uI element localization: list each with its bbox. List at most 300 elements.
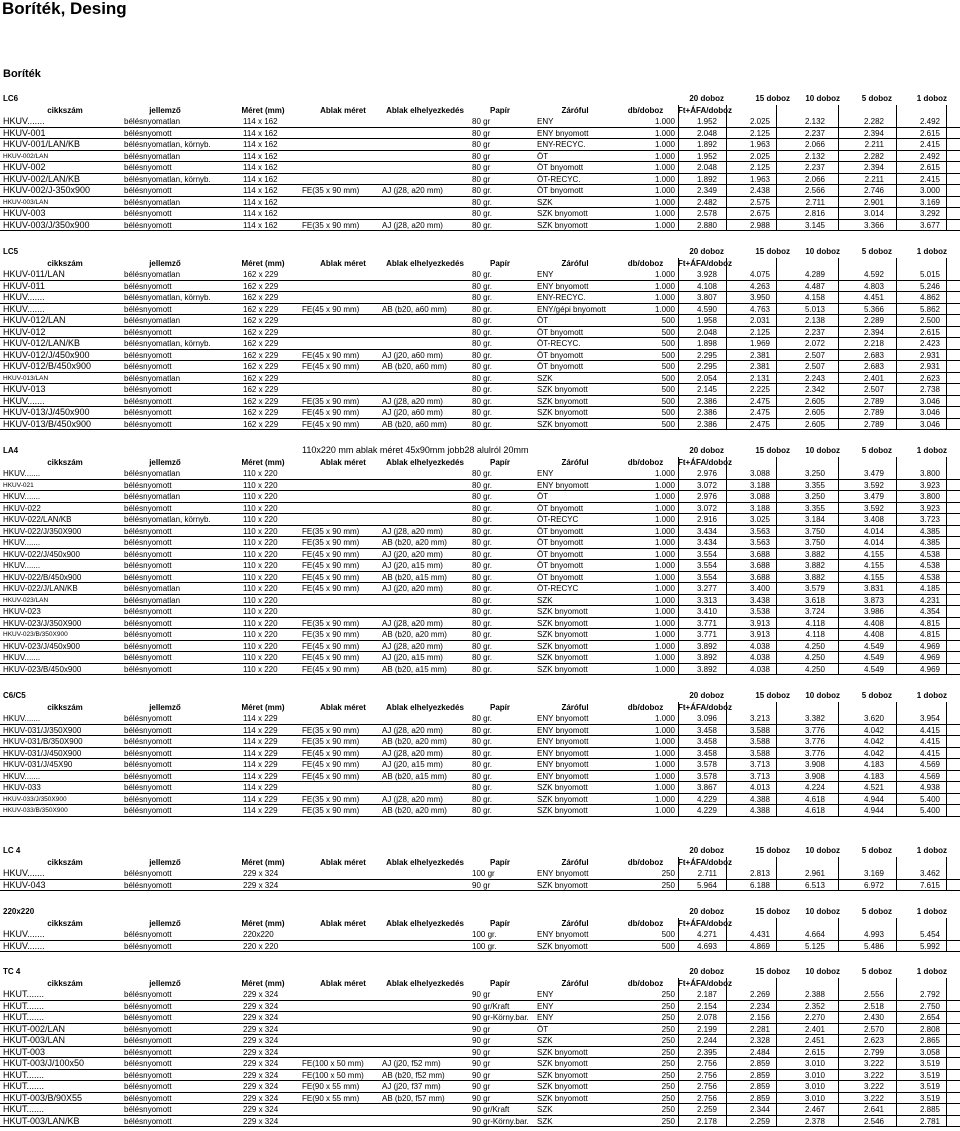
cell-p20: 3.867 [696,783,717,792]
section-title-row [0,445,960,457]
cell-closure: SZK bnyomott [537,783,588,792]
table-row [0,868,960,880]
cell-p10: 4.618 [804,806,825,815]
cell-qty: 1.000 [654,503,675,513]
cell-position: AJ (j28, a20 mm) [382,220,443,230]
cell-p20: 2.756 [696,1070,717,1080]
cell-window: FE(45 x 90 mm) [302,760,360,769]
table-row [0,537,960,549]
price-head: 5 doboz [861,907,892,916]
column-header-per_box: db/doboz [627,457,664,467]
cell-closure: ÖT bnyomott [537,327,584,337]
cell-closure: SZK [537,595,553,605]
cell-qty: 500 [661,327,675,337]
cell-code: HKUV-022/J/350X900 [3,526,82,536]
cell-closure: SZK [537,1116,553,1126]
section-title-row [0,93,960,105]
cell-paper: 80 gr. [472,362,493,371]
cell-paper: 90 gr-Körny.bar. [472,1116,529,1126]
cell-feature: bélésnyomott [124,1105,172,1114]
cell-closure: SZK bnyomott [537,385,588,394]
section-note: 110x220 mm ablak méret 45x90mm jobb28 alulról 20mm [302,445,529,455]
cell-p10: 2.237 [804,128,825,138]
column-header-feature: jellemző [149,857,181,867]
cell-p20: 3.892 [696,653,717,662]
cell-position: AJ (j28, a20 mm) [382,641,443,651]
column-header-closure: Záróful [561,457,589,467]
cell-p10: 2.132 [804,151,825,161]
section-2 [0,445,960,675]
cell-qty: 1.000 [654,163,675,172]
cell-p5: 3.592 [863,480,884,490]
cell-position: AJ (j20, a15 mm) [382,760,443,769]
cell-paper: 80 gr. [472,526,493,536]
cell-p10: 3.908 [804,760,825,769]
cell-p20: 3.072 [696,480,717,490]
cell-window: FE(45 x 90 mm) [302,664,360,674]
column-header-window_pos: Ablak elhelyezkedés [386,978,464,988]
column-header-paper: Papír [489,105,510,115]
cell-feature: bélésnyomott [124,1024,172,1034]
column-header-code: cikkszám [47,258,83,268]
table-row [0,373,960,385]
cell-closure: SZK [537,1105,553,1114]
cell-p20: 1.958 [696,316,717,325]
cell-p10: 2.711 [805,197,825,207]
table-row [0,396,960,408]
cell-code: HKUV-003/LAN [3,198,49,206]
cell-feature: bélésnyomott [124,396,172,406]
cell-window: FE(45 x 90 mm) [302,653,360,662]
table-row [0,220,960,232]
cell-feature: bélésnyomott [124,1047,172,1057]
cell-p20: 3.458 [696,737,717,746]
cell-paper: 90 gr [472,1047,491,1057]
cell-code: HKUV-023/B/450x900 [3,664,82,674]
cell-p10: 2.132 [804,117,825,126]
cell-p15: 2.438 [749,186,770,195]
cell-p20: 2.048 [696,327,717,337]
cell-p10: 3.382 [804,714,825,723]
cell-feature: bélésnyomott [124,327,172,337]
column-header-size: Méret (mm) [241,105,285,115]
cell-paper: 80 gr. [472,492,493,501]
cell-size: 162 x 229 [243,339,279,348]
column-divider [838,702,839,817]
cell-closure: SZK bnyomott [537,220,588,230]
price-head: 15 doboz [755,247,790,256]
cell-p1: 5.246 [919,281,940,291]
cell-qty: 500 [661,373,675,383]
column-header-unit: Ft+ÁFA/doboz [678,457,732,467]
table-row [0,560,960,572]
cell-p20: 3.434 [696,526,717,536]
cell-p1: 3.462 [919,869,940,878]
cell-p20: 3.554 [696,561,717,570]
table-row [0,782,960,794]
cell-qty: 1.000 [654,760,675,769]
column-header-unit: Ft+ÁFA/doboz [678,702,732,712]
cell-p1: 4.569 [919,760,940,769]
price-head: 20 doboz [689,94,724,103]
cell-code: HKUT-003/B/90X55 [3,1092,83,1103]
cell-p1: 4.569 [919,771,940,781]
cell-paper: 80 gr. [472,760,493,769]
cell-paper: 80 gr. [472,220,493,230]
cell-code: HKUV-002/LAN/KB [3,173,81,184]
cell-p5: 4.803 [863,281,884,291]
table-row [0,269,960,281]
cell-qty: 250 [661,1082,675,1091]
cell-qty: 1.000 [654,561,675,570]
cell-p10: 3.776 [804,748,825,758]
cell-p10: 2.352 [804,1001,825,1011]
cell-p15: 2.344 [749,1105,770,1114]
cell-window: FE(35 x 90 mm) [302,630,360,639]
cell-p5: 2.211 [864,174,884,184]
cell-qty: 1.000 [654,630,675,639]
cell-window: FE(45 x 90 mm) [302,350,360,360]
column-divider [838,457,839,676]
cell-p1: 2.750 [919,1001,940,1011]
cell-code: HKUV....... [3,303,45,314]
column-header-row [0,258,960,270]
cell-p5: 2.394 [863,163,884,172]
cell-p5: 4.549 [863,641,884,651]
price-head: 1 doboz [916,967,947,976]
cell-p5: 3.222 [863,1059,884,1068]
cell-closure: ENY-RECYC. [537,140,586,149]
cell-closure: SZK bnyomott [537,1082,588,1091]
cell-p1: 4.538 [919,572,940,582]
cell-qty: 1.000 [654,174,675,184]
cell-position: AB (b20, a20 mm) [382,806,447,815]
cell-code: HKUV-013/J/450x900 [3,407,90,417]
cell-size: 229 x 324 [243,869,279,878]
cell-p20: 2.756 [696,1059,717,1068]
cell-p20: 4.590 [696,304,717,314]
price-head: 1 doboz [916,247,947,256]
cell-size: 114 x 162 [243,197,278,207]
cell-code: HKUV-013 [3,384,46,394]
cell-closure: ÖT-RECYC [537,584,579,593]
cell-size: 162 x 229 [243,270,279,279]
cell-p10: 3.010 [804,1082,825,1091]
cell-p10: 2.605 [804,396,825,406]
cell-size: 229 x 324 [243,1001,279,1011]
cell-window: FE(35 x 90 mm) [302,220,360,230]
price-head: 5 doboz [861,247,892,256]
column-divider [776,978,777,1128]
section-title: LC5 [3,247,19,256]
table-row [0,748,960,760]
section-title-row [0,966,960,978]
cell-qty: 1.000 [654,714,675,723]
column-header-per_box: db/doboz [627,702,664,712]
cell-qty: 500 [661,930,675,939]
table-row [0,805,960,817]
column-header-window_size: Ablak méret [320,457,366,467]
section-title: LC 4 [3,846,21,855]
cell-p1: 4.538 [919,561,940,570]
cell-qty: 1.000 [654,140,675,149]
cell-p20: 3.072 [696,503,717,513]
cell-qty: 250 [661,1105,675,1114]
cell-code: HKUV-022/J/LAN/KB [3,584,78,593]
cell-p10: 2.605 [804,408,825,417]
cell-code: HKUV-011/LAN [3,269,65,279]
cell-p5: 4.549 [863,664,884,674]
cell-code: HKUV-011 [3,280,45,291]
price-head: 10 doboz [805,846,840,855]
column-header-closure: Záróful [561,105,589,115]
cell-p15: 4.038 [749,653,770,662]
cell-paper: 90 gr [472,1070,491,1080]
cell-p1: 4.231 [919,595,940,605]
cell-closure: ÖT bnyomott [537,538,584,547]
cell-feature: bélésnyomatlan, környb. [124,515,211,524]
cell-paper: 80 gr. [472,538,493,547]
column-header-code: cikkszám [47,857,83,867]
cell-size: 229 x 324 [243,1070,279,1080]
cell-paper: 80 gr. [472,293,493,302]
cell-p20: 2.048 [696,128,717,138]
cell-p10: 4.224 [804,783,825,792]
table-row [0,606,960,618]
price-head: 10 doboz [805,691,840,700]
cell-p5: 4.408 [863,630,884,639]
cell-p10: 3.750 [804,538,825,547]
cell-p15: 1.969 [749,339,770,348]
cell-p10: 3.145 [804,220,825,230]
cell-p20: 3.892 [696,641,717,651]
cell-p20: 4.108 [696,281,717,291]
cell-p1: 3.923 [919,480,940,490]
cell-feature: bélésnyomott [124,304,172,314]
column-header-per_box: db/doboz [627,258,664,268]
cell-code: HKUV-001 [3,127,46,138]
table-row [0,794,960,806]
column-header-size: Méret (mm) [241,258,285,268]
price-head: 5 doboz [861,691,892,700]
cell-size: 110 x 220 [243,480,278,490]
cell-qty: 1.000 [654,771,675,781]
cell-p15: 3.188 [749,480,770,490]
cell-window: FE(35 x 90 mm) [302,396,360,406]
cell-p1: 4.415 [919,725,940,735]
cell-paper: 90 gr [472,880,491,890]
cell-closure: ÖT bnyomott [537,362,584,371]
cell-p5: 5.486 [863,941,884,951]
cell-p5: 2.394 [863,327,884,337]
cell-closure: ENY bnyomott [537,480,589,490]
cell-p10: 2.237 [804,163,825,172]
cell-qty: 1.000 [654,270,675,279]
cell-size: 110 x 220 [243,572,278,582]
cell-p5: 2.789 [863,419,884,429]
cell-window: FE(90 x 55 mm) [302,1093,360,1103]
cell-p5: 2.746 [863,186,884,195]
cell-feature: bélésnyomott [124,806,172,815]
column-divider [896,918,897,953]
cell-closure: ÖT [537,316,549,325]
cell-feature: bélésnyomott [124,1036,172,1045]
cell-position: AJ (j28, a20 mm) [382,186,443,195]
column-header-window_pos: Ablak elhelyezkedés [386,258,464,268]
cell-p20: 2.199 [696,1024,717,1034]
column-header-closure: Záróful [561,258,589,268]
cell-qty: 1.000 [654,584,675,593]
cell-p10: 2.605 [804,419,825,429]
cell-p15: 2.156 [749,1013,770,1022]
cell-p5: 4.014 [863,526,884,536]
cell-p5: 2.683 [863,350,884,360]
cell-closure: SZK bnyomott [537,941,588,951]
cell-size: 162 x 229 [243,327,279,337]
cell-p20: 2.578 [696,209,717,218]
cell-closure: SZK bnyomott [537,396,588,406]
cell-code: HKUV....... [3,116,45,126]
cell-p1: 2.615 [919,163,940,172]
cell-p15: 2.475 [749,419,770,429]
cell-p1: 4.385 [919,526,940,536]
cell-p5: 3.014 [863,209,884,218]
column-divider [776,457,777,676]
section-5 [0,906,960,952]
cell-code: HKUV-022/LAN/KB [3,515,72,524]
cell-p5: 2.683 [863,362,884,371]
cell-paper: 80 gr [472,174,491,184]
column-divider [776,918,777,953]
column-header-size: Méret (mm) [241,457,285,467]
cell-p5: 3.620 [863,714,884,723]
cell-p1: 4.354 [919,607,940,616]
cell-size: 110 x 220 [243,641,278,651]
cell-p20: 1.892 [696,140,717,149]
cell-window: FE(45 x 90 mm) [302,362,360,371]
cell-closure: ENY [537,270,554,279]
cell-code: HKUV....... [3,469,41,478]
cell-p15: 2.025 [749,117,770,126]
cell-p20: 2.048 [696,163,717,172]
cell-window: FE(45 x 90 mm) [302,771,360,781]
cell-closure: ÖT-RECYC. [537,174,581,184]
cell-size: 114 x 229 [243,737,278,746]
cell-p5: 2.211 [864,140,884,149]
section-1 [0,246,960,430]
cell-code: HKUV-031/J/45X90 [3,760,73,769]
cell-p10: 2.961 [804,869,825,878]
cell-p20: 2.386 [696,419,717,429]
cell-p1: 2.738 [919,385,940,394]
column-divider [946,918,947,953]
cell-p1: 5.992 [919,941,940,951]
cell-p15: 3.713 [749,760,770,769]
cell-p5: 2.901 [863,197,884,207]
price-head: 5 doboz [861,967,892,976]
cell-position: AJ (j28, a20 mm) [382,618,443,628]
cell-p1: 2.931 [919,362,940,371]
cell-p20: 3.554 [696,572,717,582]
cell-p1: 2.654 [919,1013,940,1022]
cell-p15: 3.088 [749,492,770,501]
table-row [0,350,960,362]
cell-feature: bélésnyomott [124,480,172,490]
cell-closure: ÖT bnyomott [537,503,584,513]
cell-closure: ENY bnyomott [537,725,589,735]
cell-p5: 3.222 [863,1070,884,1080]
cell-size: 110 x 220 [243,538,278,547]
cell-closure: ÖT-RECYC. [537,339,581,348]
cell-size: 114 x 162 [243,186,278,195]
column-header-window_pos: Ablak elhelyezkedés [386,857,464,867]
table-row [0,185,960,197]
column-header-row [0,857,960,869]
cell-p20: 2.386 [696,396,717,406]
cell-p15: 2.575 [749,197,770,207]
cell-p1: 3.723 [919,515,940,524]
cell-feature: bélésnyomatlan [124,595,181,605]
table-row [0,641,960,653]
cell-p1: 4.938 [919,783,940,792]
cell-window: FE(45 x 90 mm) [302,641,360,651]
cell-p5: 2.282 [863,151,884,161]
section-4 [0,845,960,891]
cell-qty: 500 [661,408,675,417]
cell-p20: 1.898 [696,339,717,348]
column-header-feature: jellemző [149,457,181,467]
cell-p20: 2.078 [696,1013,717,1022]
cell-paper: 90 gr [472,1036,491,1045]
table-row [0,468,960,480]
cell-p5: 2.556 [863,990,884,999]
cell-position: AJ (j20, a15 mm) [382,561,443,570]
cell-p15: 3.913 [749,630,770,639]
page-subtitle: Boríték [3,68,41,80]
cell-size: 110 x 220 [243,526,278,536]
cell-paper: 80 gr. [472,197,493,207]
cell-paper: 80 gr. [472,408,493,417]
cell-p15: 3.188 [749,503,770,513]
cell-closure: SZK bnyomott [537,209,588,218]
cell-p10: 2.342 [804,385,825,394]
cell-p5: 4.014 [863,538,884,547]
cell-qty: 1.000 [654,469,675,478]
cell-p10: 4.250 [804,664,825,674]
cell-p10: 3.250 [804,469,825,478]
table-row [0,652,960,664]
cell-closure: ÖT bnyomott [537,526,584,536]
table-row [0,583,960,595]
cell-p20: 2.976 [696,469,717,478]
cell-qty: 1.000 [654,664,675,674]
price-head: 20 doboz [689,691,724,700]
cell-code: HKUV-013/LAN [3,374,49,382]
cell-p15: 2.131 [749,373,770,383]
column-header-window_pos: Ablak elhelyezkedés [386,918,464,928]
cell-code: HKUV-033/J/350X900 [3,795,67,803]
cell-window: FE(45 x 90 mm) [302,408,360,417]
cell-paper: 80 gr. [472,396,493,406]
cell-p5: 3.479 [863,492,884,501]
cell-position: AB (b20, a20 mm) [382,538,447,547]
cell-size: 114 x 162 [243,140,278,149]
cell-p1: 3.046 [919,396,940,406]
column-divider [726,258,727,431]
cell-p20: 2.916 [696,515,717,524]
cell-paper: 90 gr/Kraft [472,1105,510,1114]
column-divider [946,857,947,892]
